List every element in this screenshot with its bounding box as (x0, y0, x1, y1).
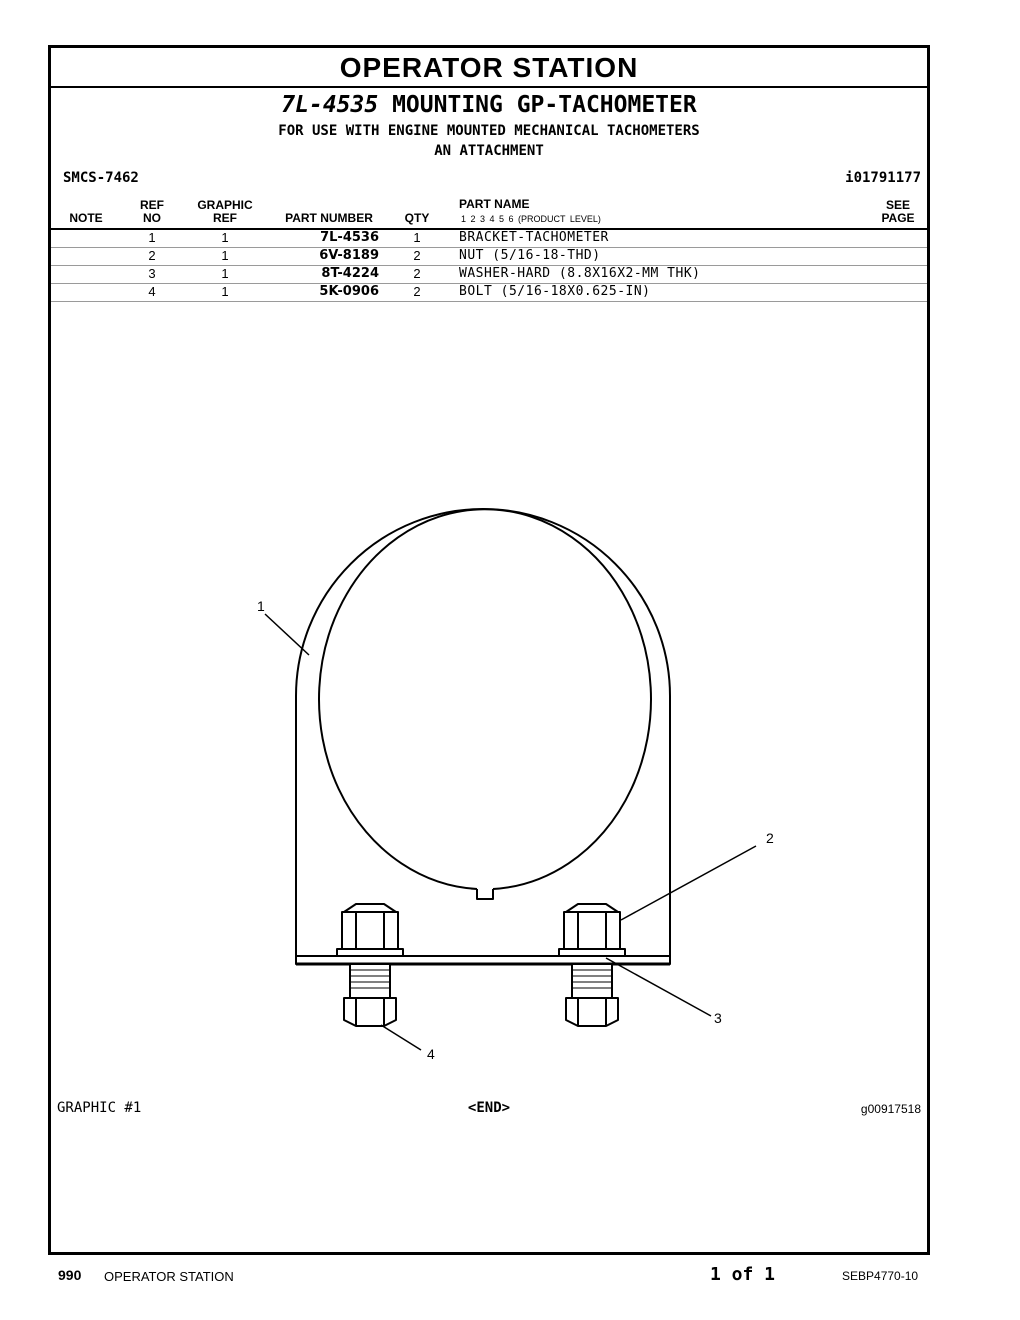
footer-page-of: 1 of 1 (710, 1264, 776, 1285)
quantity: 2 (413, 266, 421, 281)
group-subtitle-type: AN ATTACHMENT (434, 143, 544, 159)
section-title: OPERATOR STATION (51, 48, 927, 88)
quantity: 2 (413, 284, 421, 299)
col-ref-no-line1: REF (140, 198, 164, 212)
graphic-label: GRAPHIC #1 (57, 1100, 142, 1116)
col-part-number: PART NUMBER (285, 211, 373, 225)
smcs-code: SMCS-7462 (63, 170, 139, 186)
part-number: 5K-0906 (319, 284, 379, 299)
callout-3: 3 (714, 1010, 722, 1026)
graphic-ref: 1 (221, 284, 229, 299)
footer-section: OPERATOR STATION (104, 1269, 234, 1284)
col-graphic-ref-line2: REF (213, 211, 237, 225)
col-ref-no-line2: NO (143, 211, 161, 225)
col-part-name: PART NAME (459, 197, 530, 211)
group-name: MOUNTING GP-TACHOMETER (392, 92, 697, 118)
part-name: WASHER-HARD (8.8X16X2-MM THK) (459, 266, 701, 281)
part-name: BRACKET-TACHOMETER (459, 230, 609, 245)
quantity: 1 (413, 230, 421, 245)
ref-no: 3 (148, 266, 156, 281)
group-subtitle-usage: FOR USE WITH ENGINE MOUNTED MECHANICAL TACHOMETERS (278, 123, 700, 139)
graphic-id: g00917518 (860, 1102, 921, 1116)
end-marker: <END> (467, 1100, 511, 1116)
ref-no: 4 (148, 284, 156, 299)
callout-2: 2 (766, 830, 774, 846)
part-name: NUT (5/16-18-THD) (459, 248, 601, 263)
group-part-number: 7L-4535 (281, 92, 379, 118)
page-frame (48, 45, 930, 1255)
quantity: 2 (413, 248, 421, 263)
ref-no: 1 (148, 230, 156, 245)
col-product-levels: 1 2 3 4 5 6 (PRODUCT LEVEL) (461, 214, 601, 224)
graphic-ref: 1 (221, 230, 229, 245)
bracket-ring (319, 509, 651, 889)
footer-doc-number: SEBP4770-10 (842, 1269, 919, 1283)
callout-4: 4 (427, 1046, 435, 1062)
part-number: 6V-8189 (319, 248, 379, 263)
part-number: 7L-4536 (320, 230, 379, 245)
document-id: i01791177 (845, 170, 921, 186)
col-see-page-line1: SEE (885, 198, 910, 212)
col-graphic-ref-line1: GRAPHIC (197, 198, 253, 212)
col-note: NOTE (69, 211, 103, 225)
ref-no: 2 (148, 248, 156, 263)
callout-1: 1 (257, 598, 265, 614)
graphic-ref: 1 (221, 266, 229, 281)
part-name: BOLT (5/16-18X0.625-IN) (459, 284, 651, 299)
parts-drawing (51, 48, 927, 1252)
footer-page-number: 990 (58, 1267, 82, 1283)
bracket-outline (296, 509, 670, 956)
graphic-ref: 1 (221, 248, 229, 263)
part-number: 8T-4224 (321, 266, 379, 281)
col-see-page-line2: PAGE (881, 211, 915, 225)
col-qty: QTY (404, 211, 430, 225)
